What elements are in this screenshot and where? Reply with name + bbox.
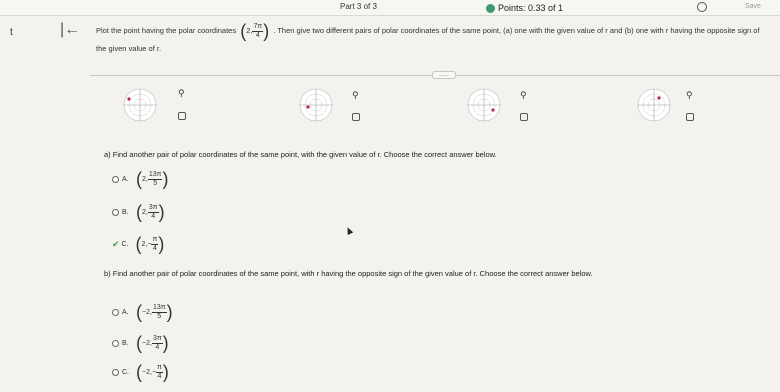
settings-icon[interactable] (697, 2, 707, 12)
expand-icon[interactable] (520, 113, 528, 121)
part-a-option-b[interactable]: B. ( 2, $\frac{3\pi}{4}$ ) (112, 202, 165, 222)
zoom-icon[interactable]: ⚲ (352, 90, 359, 100)
problem-statement (96, 21, 776, 41)
sidebar-label: t (10, 27, 13, 38)
radio-button[interactable] (112, 340, 119, 347)
radio-button[interactable] (112, 176, 119, 183)
radio-button[interactable] (112, 209, 119, 216)
part-a-option-c[interactable]: ✔ C. ( 2, − $\frac{\pi}{4}$ ) (112, 234, 165, 254)
top-bar (0, 0, 780, 16)
points-status-icon (486, 4, 495, 13)
part-b-option-a[interactable]: A. ( −2, $\frac{13\pi}{5}$ ) (112, 302, 173, 322)
expand-icon[interactable] (686, 113, 694, 121)
problem-text-line2: the given value of r. (96, 44, 162, 53)
polar-graph-option-1[interactable] (112, 86, 172, 126)
part-b-option-c[interactable]: C. ( −2, − $\frac{\pi}{4}$ ) (112, 362, 169, 382)
points-text: Points: 0.33 of 1 (498, 3, 564, 13)
part-b-option-b[interactable]: B. ( −2, $\frac{3\pi}{4}$ ) (112, 333, 169, 353)
save-button[interactable]: Save (745, 3, 761, 10)
problem-text-after: . Then give two different pairs of polar coordinates of the same point, (a) one with the given value of r and (b) one with r having the opposite sign of (273, 25, 760, 35)
zoom-icon[interactable]: ⚲ (686, 90, 693, 100)
given-point: ( 2, $\frac{7\pi}{4}$ ) (240, 21, 270, 41)
radio-button[interactable] (112, 369, 119, 376)
expand-icon[interactable] (352, 113, 360, 121)
polar-graph-option-2[interactable] (288, 86, 348, 126)
back-arrow-icon[interactable]: |← (60, 21, 81, 38)
polar-graph-option-4[interactable] (626, 86, 686, 126)
part-indicator: Part 3 of 3 (340, 2, 377, 11)
checkmark-icon: ✔ (112, 238, 120, 249)
more-button[interactable]: ..... (432, 71, 456, 79)
radio-button[interactable] (112, 309, 119, 316)
polar-graph-option-3[interactable] (456, 86, 516, 126)
expand-icon[interactable] (178, 112, 186, 120)
mouse-cursor-icon (345, 226, 353, 235)
part-a-question: a) Find another pair of polar coordinates of the same point, with the given value of r. Choose the correct answer below. (104, 150, 497, 159)
problem-text-before: Plot the point having the polar coordinates (96, 25, 237, 35)
zoom-icon[interactable]: ⚲ (178, 88, 185, 98)
zoom-icon[interactable]: ⚲ (520, 90, 527, 100)
part-a-option-a[interactable]: A. ( 2, $\frac{13\pi}{5}$ ) (112, 169, 168, 189)
part-b-question: b) Find another pair of polar coordinates of the same point, with r having the opposite sign of the given value of r. Choose the correct answer below. (104, 269, 593, 278)
